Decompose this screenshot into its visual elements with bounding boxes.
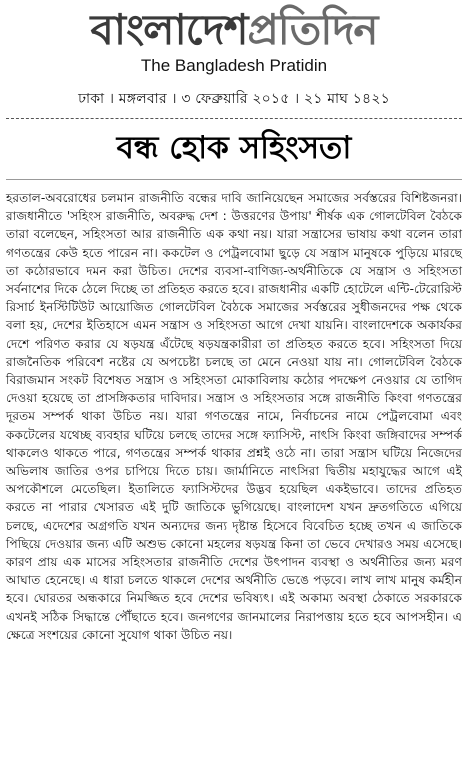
newspaper-english-name: The Bangladesh Pratidin [140, 56, 328, 75]
article-headline: বন্ধ হোক সহিংসতা [116, 130, 352, 166]
masthead [0, 0, 468, 76]
dateline: ঢাকা । মঙ্গলবার । ৩ ফেব্রুয়ারি ২০১৫ । ২১ মাঘ ১৪২১ [78, 91, 390, 107]
divider-top [6, 118, 462, 119]
logo-part-2: প্রতিদিন [247, 5, 378, 54]
logo-part-1: বাংলাদেশ [90, 5, 248, 54]
article-body: হরতাল-অবরোধের চলমান রাজনীতি বন্ধের দাবি জানিয়েছেন সমাজের সর্বস্তরের বিশিষ্টজনরা। রাজধানীতে 'সহিংস রাজনীতি, অবরুদ্ধ দেশ : উত্তরণের উপায়' শীর্ষক এক গোলটেবিল বৈঠকে তারা বলেছেন, সহিংসতা আর রাজনীতি এক কথা নয়। যারা সন্ত্রাসের ভাষায় কথা বলেন তারা গণতন্ত্রের কেউ হতে পারেন না। ককটেল ও পেট্রলবোমা ছুড়ে যে সন্ত্রাস মানুষকে পুড়িয়ে মারছে তা কঠোরভাবে দমন করা উচিত। দেশের ব্যবসা-বাণিজ্য-অর্থনীতিকে যে সন্ত্রাস ও সহিংসতা সর্বনাশের দিকে ঠেলে দিচ্ছে তা প্রতিহত করতে হবে। রাজধানীর একটি হোটেলে এন্টি-টেরোরিস্ট রিসার্চ ইনস্টিটিউট আয়োজিত গোলটেবিল বৈঠকে সমাজের সর্বস্তরের সুধীজনদের পক্ষ থেকে বলা হয়, দেশের ইতিহাসে এমন সন্ত্রাস ও সহিংসতা আগে দেখা যায়নি। বাংলাদেশকে অকার্যকর দেশে পরিণত করার যে ষড়যন্ত্র এঁটেছে ষড়যন্ত্রকারীরা তা প্রতিহত করতে হবে। সহিংসতা দিয়ে রাজনৈতিক পরিবেশ নষ্টের যে অপচেষ্টা চলছে তা মেনে নেওয়া যায় না। গোলটেবিল বৈঠকে বিরাজমান সংকট বিশেষত সন্ত্রাস ও সহিংসতা মোকাবিলায় কঠোর পদক্ষেপ নেওয়ার যে তাগিদ দেওয়া হয়েছে তা প্রাসঙ্গিকতার দাবিদার। সন্ত্রাস ও সহিংসতার সঙ্গে রাজনীতি কিংবা গণতন্ত্রের দূরতম সম্পর্ক থাকা উচিত নয়। যারা গণতন্ত্রের নামে, নির্বাচনের নামে পেট্রলবোমা এবং ককটেলের যথেচ্ছ ব্যবহার ঘটিয়ে চলছে তাদের সঙ্গে ফ্যাসিস্ট, নাৎসি কিংবা জঙ্গিবাদের সম্পর্ক থাকলেও থাকতে পারে, গণতন্ত্রের সম্পর্ক থাকার প্রশ্নই ওঠে না। তারা সন্ত্রাস ঘটিয়ে নিজেদের অভিলাষ জাতির ওপর চাপিয়ে দিতে চায়। জার্মানিতে নাৎসিরা দ্বিতীয় মহাযুদ্ধের আগে এই অপকৌশলে মেতেছিল। ইতালিতে ফ্যাসিস্টদের উদ্ভব হয়েছিল একইভাবে। তাদের প্রতিহত করতে না পারার খেসারত এই দুটি জাতিকে ভুগিয়েছে। বাংলাদেশ যখন দ্রুতগতিতে এগিয়ে চলছে, এদেশের অগ্রগতি যখন অন্যদের জন্য দৃষ্টান্ত হিসেবে বিবেচিত হচ্ছে তখন এ জাতিকে পিছিয়ে দেওয়ার জন্য এটি অশুভ কোনো মহলের ষড়যন্ত্র কিনা তা ভেবে দেখারও সময় এসেছে। কারণ প্রায় এক মাসের সহিংসতার রাজনীতি দেশের উৎপাদন ব্যবস্থা ও অর্থনীতির জন্য মরণ আঘাত হেনেছে। এ ধারা চলতে থাকলে দেশের অর্থনীতি ভেঙে পড়বে। লাখ লাখ মানুষ কর্মহীন হবে। ঘোরতর অন্ধকারে নিমজ্জিত হবে দেশের ভবিষ্যৎ। এই অকাম্য অবস্থা ঠেকাতে সরকারকে এখনই সঠিক সিদ্ধান্তে পৌঁছাতে হবে। জনগণের জানমালের নিরাপত্তায় হতে হবে আপসহীন। এ ক্ষেত্রে সংশয়ের কোনো সুযোগ থাকা উচিত নয়। [6, 191, 462, 642]
newspaper-logo [0, 4, 468, 56]
divider-headline [6, 179, 462, 180]
